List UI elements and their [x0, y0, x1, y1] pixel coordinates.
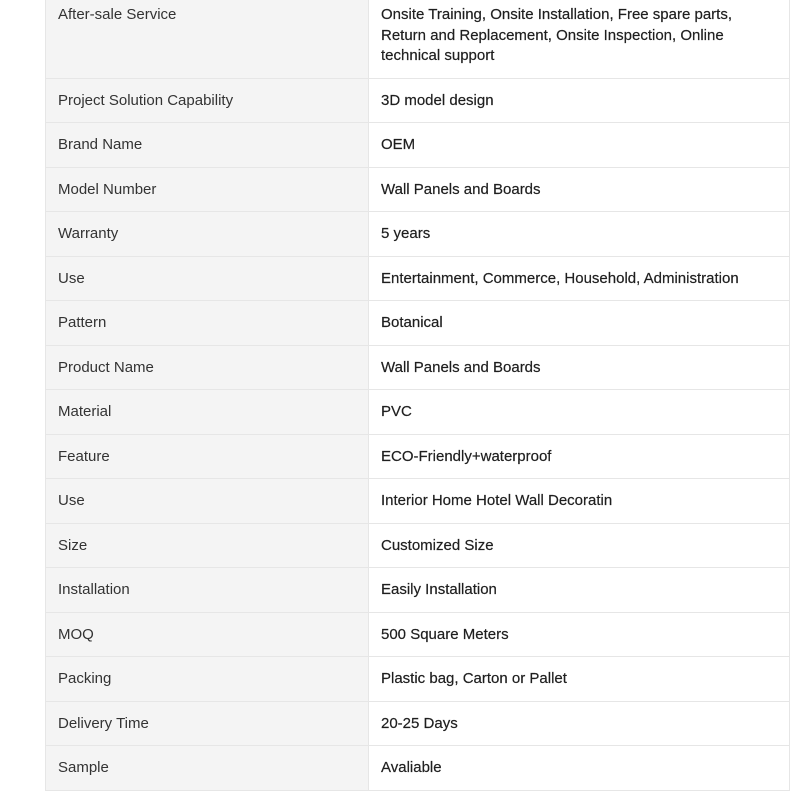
table-row	[46, 612, 790, 657]
table-row	[46, 523, 790, 568]
spec-value: Wall Panels and Boards	[369, 167, 790, 212]
spec-label: Installation	[46, 568, 369, 613]
spec-label: Product Name	[46, 345, 369, 390]
table-row	[46, 123, 790, 168]
table-row	[46, 256, 790, 301]
spec-label: Warranty	[46, 212, 369, 257]
table-row	[46, 568, 790, 613]
spec-label: Use	[46, 479, 369, 524]
spec-label: After-sale Service	[46, 0, 369, 78]
spec-value: Avaliable	[369, 746, 790, 791]
spec-label: Material	[46, 390, 369, 435]
spec-value: Botanical	[369, 301, 790, 346]
table-row	[46, 212, 790, 257]
spec-value: PVC	[369, 390, 790, 435]
spec-label: Packing	[46, 657, 369, 702]
table-row	[46, 301, 790, 346]
spec-value: Customized Size	[369, 523, 790, 568]
table-row	[46, 657, 790, 702]
spec-label: Model Number	[46, 167, 369, 212]
table-row	[46, 434, 790, 479]
spec-label: Brand Name	[46, 123, 369, 168]
spec-value: Plastic bag, Carton or Pallet	[369, 657, 790, 702]
table-row	[46, 167, 790, 212]
table-row	[46, 479, 790, 524]
spec-value: 20-25 Days	[369, 701, 790, 746]
spec-label: Delivery Time	[46, 701, 369, 746]
spec-value: 500 Square Meters	[369, 612, 790, 657]
table-row	[46, 701, 790, 746]
spec-value: Interior Home Hotel Wall Decoratin	[369, 479, 790, 524]
spec-value: 3D model design	[369, 78, 790, 123]
product-spec-table	[45, 0, 790, 791]
spec-label: Use	[46, 256, 369, 301]
spec-label: Pattern	[46, 301, 369, 346]
spec-value: 5 years	[369, 212, 790, 257]
spec-label: Size	[46, 523, 369, 568]
table-row	[46, 78, 790, 123]
spec-label: Sample	[46, 746, 369, 791]
spec-value: ECO-Friendly+waterproof	[369, 434, 790, 479]
spec-label: MOQ	[46, 612, 369, 657]
spec-value: OEM	[369, 123, 790, 168]
spec-value: Easily Installation	[369, 568, 790, 613]
spec-label: Feature	[46, 434, 369, 479]
spec-value: Entertainment, Commerce, Household, Administration	[369, 256, 790, 301]
table-row	[46, 345, 790, 390]
table-row	[46, 746, 790, 791]
table-row	[46, 390, 790, 435]
spec-value: Wall Panels and Boards	[369, 345, 790, 390]
spec-value: Onsite Training, Onsite Installation, Free spare parts, Return and Replacement, Onsite Inspection, Online technical support	[369, 0, 790, 78]
spec-label: Project Solution Capability	[46, 78, 369, 123]
table-row	[46, 0, 790, 78]
